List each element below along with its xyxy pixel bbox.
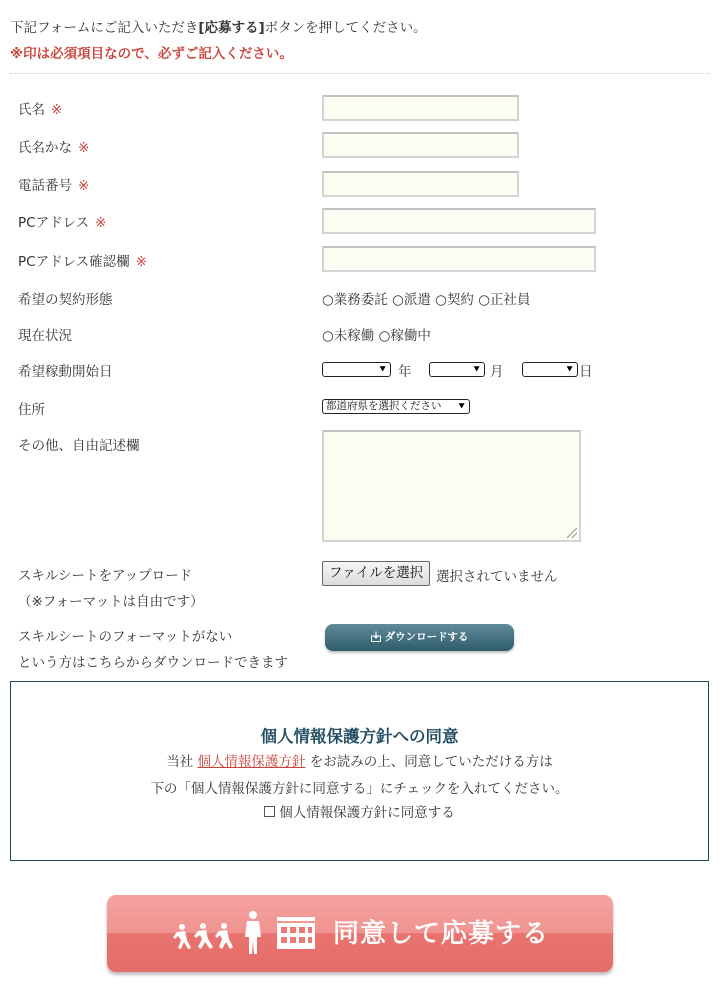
prefecture-select-value: 都道府県を選択ください xyxy=(326,400,442,412)
label-skill-download-sub: という方はこちらからダウンロードできます xyxy=(18,655,288,671)
required-mark: ※ xyxy=(78,178,90,194)
label-skill-upload: スキルシートをアップロード xyxy=(18,568,193,584)
label-start-date: 希望稼動開始日 xyxy=(18,364,113,380)
chevron-down-icon: ⯆ xyxy=(457,400,466,413)
checkbox-label: 個人情報保護方針に同意する xyxy=(279,805,455,821)
label-name-text: 氏名 xyxy=(18,102,45,118)
privacy-consent-box xyxy=(10,681,709,861)
radio-icon: ○ xyxy=(478,292,491,308)
label-free-text: その他、自由記述欄 xyxy=(18,438,140,454)
month-unit: 月 xyxy=(490,364,504,380)
submit-button-label: 同意して応募する xyxy=(333,919,550,949)
label-name xyxy=(18,98,62,118)
required-note: ※印は必須項目なので、必ずご記入ください。 xyxy=(10,46,293,62)
divider xyxy=(10,73,710,74)
radio-icon: ○ xyxy=(392,292,404,308)
name-kana-field[interactable] xyxy=(322,132,519,158)
chevron-down-icon: ⯆ xyxy=(472,363,481,376)
year-select[interactable] xyxy=(322,362,391,377)
chevron-down-icon: ⯆ xyxy=(565,363,574,376)
radio-icon: ○ xyxy=(378,328,391,344)
intro-text xyxy=(10,16,427,36)
chevron-down-icon: ⯆ xyxy=(378,363,387,376)
prefecture-select[interactable] xyxy=(322,399,470,414)
required-mark: ※ xyxy=(135,254,147,270)
year-unit: 年 xyxy=(398,364,412,380)
label-pc-email xyxy=(18,211,106,231)
required-mark: ※ xyxy=(78,140,90,156)
privacy-line-2: 下の「個人情報保護方針に同意する」にチェックを入れてください。 xyxy=(150,781,569,797)
download-icon xyxy=(371,626,381,653)
label-name-kana-text: 氏名かな xyxy=(18,140,72,156)
contract-type-radios xyxy=(322,288,531,308)
checkbox-icon[interactable] xyxy=(264,806,275,817)
label-status: 現在状況 xyxy=(18,328,72,344)
pc-email-field[interactable] xyxy=(322,208,596,234)
required-mark: ※ xyxy=(51,102,63,118)
label-skill-download: スキルシートのフォーマットがない xyxy=(18,629,233,645)
download-button-label: ダウンロードする xyxy=(384,631,469,643)
label-contract-type: 希望の契約形態 xyxy=(18,292,113,308)
intro-bold: [応募する] xyxy=(198,20,265,36)
radio-icon: ○ xyxy=(435,292,447,308)
label-name-kana xyxy=(18,136,89,156)
radio-option[interactable]: ○正社員 xyxy=(478,292,531,308)
label-skill-upload-note: （※フォーマットは自由です） xyxy=(18,594,204,610)
required-mark: ※ xyxy=(95,215,107,231)
radio-option[interactable]: ○稼働中 xyxy=(378,328,431,344)
label-pc-email-text: PCアドレス xyxy=(18,215,90,231)
resize-handle-icon[interactable] xyxy=(567,528,577,538)
phone-field[interactable] xyxy=(322,171,519,197)
privacy-consent-checkbox[interactable] xyxy=(11,801,708,821)
privacy-line-1: 当社 個人情報保護方針 をお読みの上、同意していただける方は xyxy=(166,754,553,770)
download-button[interactable] xyxy=(325,624,514,651)
radio-option[interactable]: ○業務委託 xyxy=(322,292,388,308)
radio-option[interactable]: ○契約 xyxy=(435,292,474,308)
file-status: 選択されていません xyxy=(436,569,558,585)
radio-option[interactable]: ○派遣 xyxy=(392,292,431,308)
status-radios xyxy=(322,324,431,344)
submit-button[interactable] xyxy=(107,895,613,972)
month-select[interactable] xyxy=(429,362,485,377)
name-field[interactable] xyxy=(322,95,519,121)
intro-suffix: ボタンを押してください。 xyxy=(264,20,427,36)
radio-option[interactable]: ○未稼働 xyxy=(322,328,375,344)
privacy-title: 個人情報保護方針への同意 xyxy=(260,727,459,746)
day-unit: 日 xyxy=(579,364,593,380)
label-phone-text: 電話番号 xyxy=(18,178,72,194)
choose-file-button[interactable]: ファイルを選択 xyxy=(322,561,430,586)
intro-prefix: 下記フォームにご記入いただき xyxy=(10,20,199,36)
radio-icon: ○ xyxy=(322,328,334,344)
label-phone xyxy=(18,174,89,194)
day-select[interactable] xyxy=(522,362,578,377)
privacy-policy-link[interactable]: 個人情報保護方針 xyxy=(197,754,306,770)
radio-icon: ○ xyxy=(322,292,334,308)
free-text-area[interactable] xyxy=(322,430,581,542)
label-address: 住所 xyxy=(18,402,45,418)
label-pc-email-confirm-text: PCアドレス確認欄 xyxy=(18,254,130,270)
pc-email-confirm-field[interactable] xyxy=(322,246,596,272)
workers-icon xyxy=(173,907,323,963)
label-pc-email-confirm xyxy=(18,250,147,270)
